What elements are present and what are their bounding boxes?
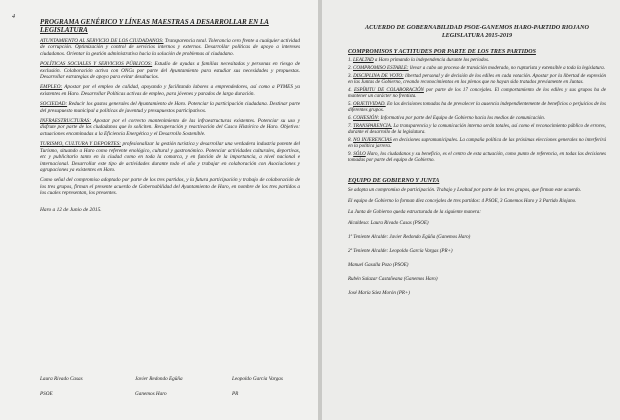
list-item: 5. OBJETIVIDAD. En las decisiones tomadas ha de prevalecer la ausencia independientemente de beneficios o perjuicios de los diferentes grupos. (348, 102, 607, 113)
list-item: 1. LEALTAD a Haro primando la independencia durante los periodos. (348, 58, 490, 63)
section-infraestructuras: INFRAESTRUCTURAS: Apostar por el correcto mantenimiento de las infraestructuras existentes. Potenciar su uso y disfrute por parte de los ciudadanos que lo soliciten. Recuperación y reactivación del Casco Histórico de Haro. Objetivo: actuaciones encaminadas a la Eficiencia Energética y el Desarrollo Sostenible. (40, 118, 300, 137)
list-item: 9. SÓLO Haro, los ciudadanos y su beneficio, es el centro de esta actuación, como punto de referencia, en todas las decisiones tomadas por parte del equipo de Gobierno. (348, 152, 607, 163)
agreement-title: ACUERDO DE GOBERNABILIDAD PSOE-GANEMOS HARO-PARTIDO RIOJANO LEGISLATURA 2015-2019 (365, 24, 589, 39)
government-title: EQUIPO DE GOBIERNO Y JUNTA (348, 178, 440, 184)
government-paragraph: El equipo de Gobierno lo forman diez concejales de tres partidos: 4 PSOE, 3 Ganemos Haro y 3 Partido Riojano. (348, 199, 577, 204)
member-concejal: José María Sáez Morón (PR+) (348, 291, 410, 296)
section-empleo: EMPLEO: Apostar por el empleo de calidad, apoyando y facilitando labores a emprendedores, así como a PYMES ya existentes en Haro. Desarrollar Políticas activas de empleo, para jóvenes y parados de largo duración. (40, 84, 300, 97)
section-sociedad: SOCIEDAD: Reducir los gastos generales del Ayuntamiento de Haro. Potenciar la participación ciudadana. Destinar parte del presupuesto municipal a políticas de juventud y presupuestos participativos. (40, 101, 300, 114)
section-turismo: TURISMO, CULTURA Y DEPORTES: profesionalizar la gestión turística y desarrollar una verdadera industria potente del Turismo, situando a Haro como referente enológico, cultural y gastronómico. Potenciar actividades culturales, deportivas, etc y publicitarlo tanto en la ciudad como en toda la comarca, y en función de la importancia, a nivel nacional e internacional. Desarrollar este tipo de actividades durante todo el año y trabajar en colaboración con Asociaciones y agrupaciones ya existentes en Haro. (40, 141, 300, 173)
signature-ganemos: Javier Redondo Egüña Ganemos Haro (135, 376, 183, 397)
page-number: 4 (12, 14, 15, 20)
list-item: 3. DISCIPLINA DE VOTO: libertad personal y de decisión de los ediles en cada votación. Apostar por la libertad de expresión en las Juntas de Gobierno, creando reconocimientos en los plenos que no hayan sido tratados previamente en Juntas. (348, 74, 606, 85)
list-item: 8. NO INJERENCIAS en decisiones supramunicipales. La campaña política de las próximas elecciones generales no interferirá en la política jarrera. (348, 138, 607, 149)
commitments-title: COMPROMISOS Y ACTITUDES POR PARTE DE LOS TRES PARTIDOS (348, 49, 536, 55)
commitments-list (348, 58, 606, 164)
right-page (322, 0, 620, 420)
member-alcaldesa: Alcaldesa: Laura Rivado Casas (PSOE) (348, 221, 429, 226)
section-politicas-sociales: POLÍTICAS SOCIALES Y SERVICIOS PÚBLICOS: Estudio de ayudas a familias necesitadas y personas en riesgo de exclusión. Colaboración activa con ONGs por parte del Ayuntamiento para estudiar sus necesidades y propuestas. Desarrollar estrategias de apoyo para evitar desahucios. (40, 61, 300, 81)
section-ayuntamiento: ATUNTAMIENTO AL SERVICIO DE LOS CIUDADANOS: Transparencia total. Tolerancia cero frente a cualquier actividad de corrupción. Optimización y control de servicios internos y externos. Desarrollar políticas de apoyo a intereses ciudadanos. Orientar la gestión administrativa hacia la solución de problemas al ciudadano. (40, 38, 300, 57)
program-title: PROGRAMA GENÉRICO Y LÍNEAS MAESTRAS A DESARROLLAR EN LA LEGISLATURA (40, 18, 269, 34)
list-item: 6. COHESIÓN: Informativa por parte del Equipo de Gobierno hacia los medios de comunicación. (348, 116, 546, 121)
list-item: 4. ESPÍRITU DE COLABORACIÓN por parte de los 17 concejales. El comportamiento de los ediles y sus grupos ha de mantener un carácter no frentista. (348, 88, 607, 99)
signature-psoe: Laura Rivado Casas PSOE (40, 376, 83, 397)
list-item: 7. TRANSPARENCIA. La transparencia y la comunicación interna serán totales, así como el reconocimiento público de errores, durante el desarrollo de la legislatura. (348, 124, 607, 135)
government-paragraph: La Junta de Gobierno queda estructurada de la siguiente manera: (348, 210, 481, 215)
government-paragraph: Se adopta un compromiso de participación. Trabajo y Lealtad por parte de los tres grupos, que firman este acuerdo. (348, 188, 582, 193)
closing-paragraph: Como señal del compromiso adoptado por parte de los tres partidos, y la futura participación y trabajo de colaboración de los tres grupos, firman el presente acuerdo de Gobernabilidad del Ayuntamiento de Haro, en nombre de los tres partidos a los cuales representan, los presentes. (40, 177, 300, 197)
signing-date: Haro a 12 de Junio de 2015. (40, 206, 102, 213)
member-teniente-2: 2º Teniente Alcalde: Leopoldo García Vargas (PR+) (348, 249, 453, 254)
list-item: 2. COMPROMISO ESTABLE: llevar a cabo un proceso de transición moderado, no rupturista y extensible a toda la legislatura. (348, 66, 606, 71)
signature-pr: Leopoldo García Vargas PR (232, 376, 283, 397)
member-concejal: Rubén Salazar Castañeana (Ganemos Haro) (348, 277, 438, 282)
member-teniente-1: 1º Teniente Alcalde: Javier Redondo Egüña (Ganemos Haro) (348, 235, 471, 240)
member-concejal: Manuel Gasalla Pozo (PSOE) (348, 263, 409, 268)
